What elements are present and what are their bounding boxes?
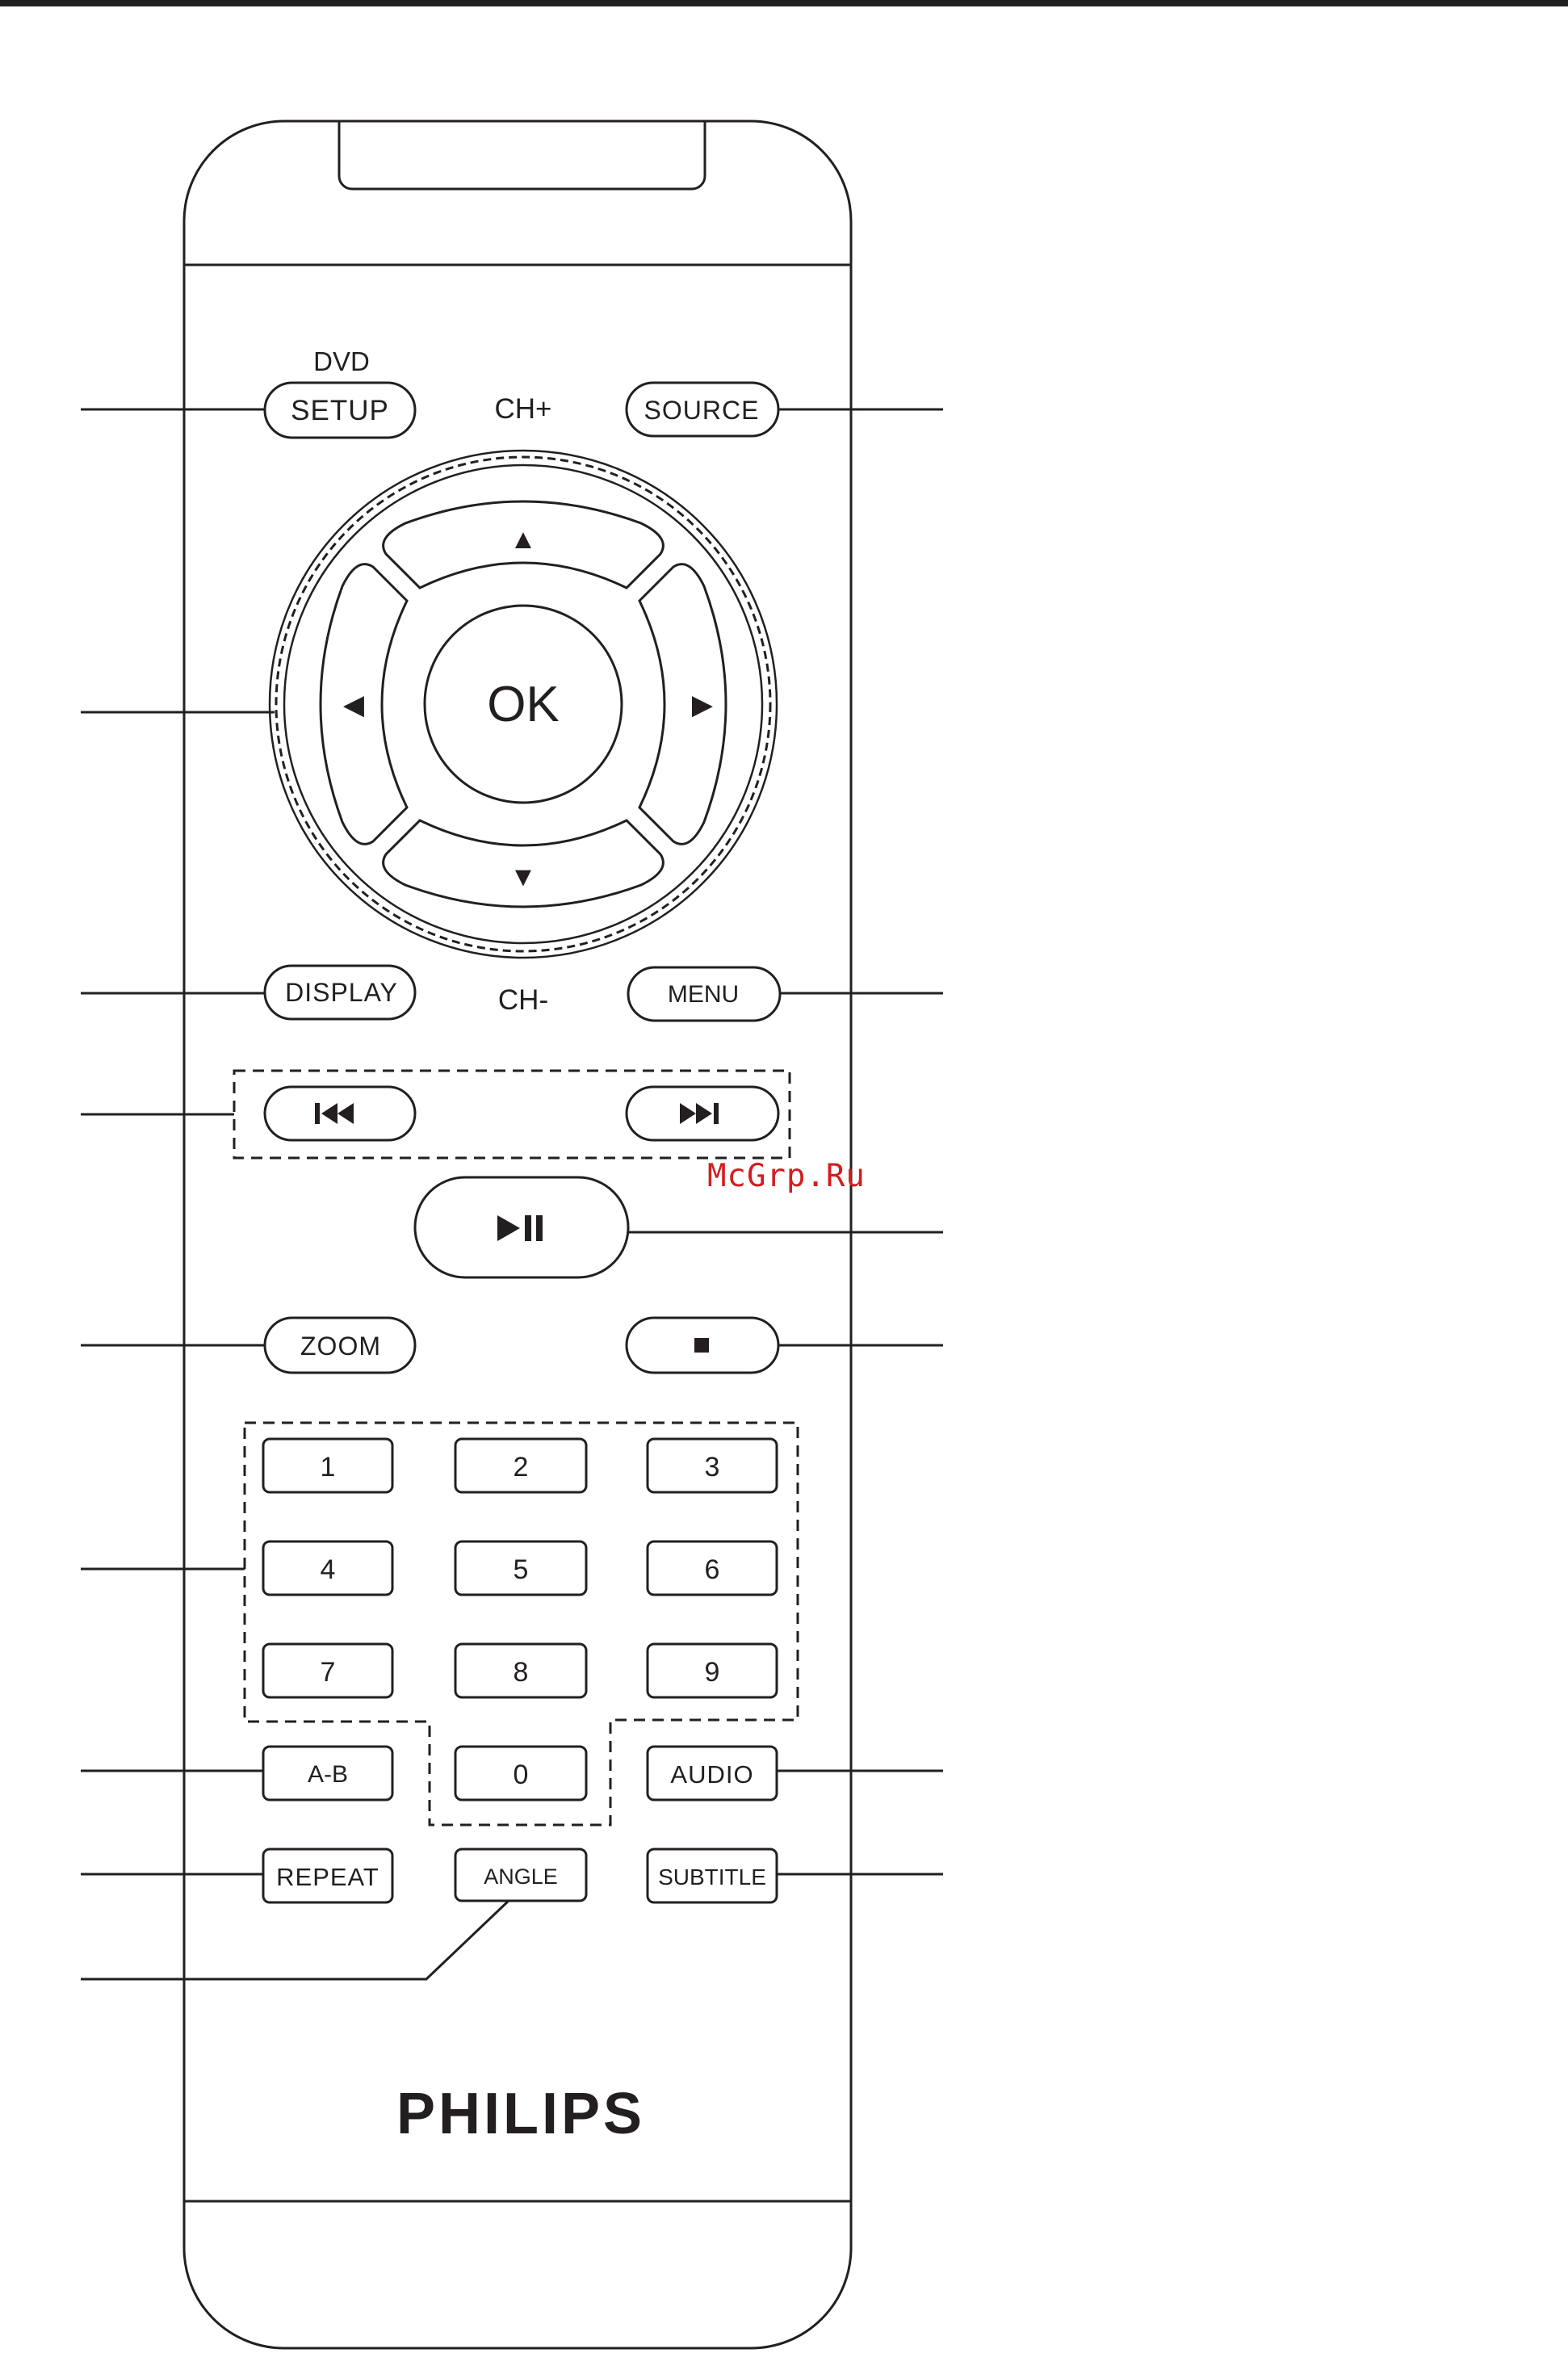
dvd-label: DVD	[313, 346, 370, 376]
key-2-label: 2	[513, 1452, 529, 1483]
nav-up-button[interactable]	[384, 501, 664, 588]
key-9[interactable]	[648, 1644, 777, 1697]
key-6[interactable]	[648, 1541, 777, 1595]
key-1[interactable]	[263, 1439, 392, 1492]
menu-button-label: MENU	[667, 981, 740, 1008]
setup-button-label: SETUP	[291, 395, 389, 426]
top-rule	[0, 0, 1568, 6]
source-button-label: SOURCE	[644, 396, 760, 425]
zoom-button-label: ZOOM	[300, 1332, 381, 1361]
subtitle-button[interactable]	[648, 1849, 777, 1902]
stop-button[interactable]	[627, 1318, 778, 1373]
key-9-label: 9	[704, 1657, 720, 1688]
repeat-button[interactable]	[263, 1849, 392, 1902]
key-8[interactable]	[455, 1644, 586, 1697]
left-arrow-icon: ◀	[342, 690, 365, 720]
ab-button[interactable]	[263, 1747, 392, 1800]
repeat-button-label: REPEAT	[276, 1863, 379, 1891]
stop-icon	[694, 1338, 709, 1353]
down-arrow-icon: ▼	[509, 862, 537, 892]
previous-button[interactable]	[265, 1087, 415, 1140]
subtitle-button-label: SUBTITLE	[658, 1864, 766, 1890]
angle-button[interactable]	[455, 1849, 586, 1901]
ok-button-label: OK	[487, 677, 560, 732]
ok-button[interactable]	[425, 606, 622, 803]
key-7[interactable]	[263, 1644, 392, 1697]
key-8-label: 8	[513, 1657, 529, 1688]
key-0[interactable]	[455, 1747, 586, 1800]
audio-button[interactable]	[648, 1747, 777, 1800]
key-5-label: 5	[513, 1554, 529, 1585]
key-4-label: 4	[320, 1554, 336, 1585]
next-button[interactable]	[627, 1087, 778, 1140]
setup-button[interactable]	[265, 383, 415, 438]
key-4[interactable]	[263, 1541, 392, 1595]
right-arrow-icon: ▶	[691, 690, 714, 720]
key-7-label: 7	[320, 1657, 336, 1688]
menu-button[interactable]	[628, 967, 780, 1021]
brand-logo: PHILIPS	[396, 2082, 646, 2146]
angle-button-label: ANGLE	[484, 1864, 558, 1889]
display-button-label: DISPLAY	[285, 978, 398, 1007]
play-pause-button[interactable]	[415, 1177, 628, 1277]
nav-down-button[interactable]	[384, 820, 664, 907]
up-arrow-icon: ▲	[509, 524, 537, 555]
key-0-label: 0	[513, 1760, 529, 1790]
key-3-label: 3	[704, 1452, 720, 1483]
nav-left-button[interactable]	[321, 564, 407, 845]
key-1-label: 1	[320, 1452, 336, 1483]
key-5[interactable]	[455, 1541, 586, 1595]
ch-up-label: CH+	[494, 393, 552, 425]
nav-right-button[interactable]	[639, 564, 726, 845]
audio-button-label: AUDIO	[670, 1760, 754, 1789]
ab-button-label: A-B	[307, 1761, 349, 1788]
key-3[interactable]	[648, 1439, 777, 1492]
ch-down-label: CH-	[497, 984, 549, 1016]
display-button[interactable]	[265, 966, 415, 1019]
key-2[interactable]	[455, 1439, 586, 1492]
key-6-label: 6	[704, 1554, 720, 1585]
source-button[interactable]	[627, 383, 778, 436]
ir-window	[339, 121, 705, 189]
zoom-button[interactable]	[265, 1318, 415, 1373]
watermark-text: McGrp.Ru	[707, 1158, 866, 1194]
